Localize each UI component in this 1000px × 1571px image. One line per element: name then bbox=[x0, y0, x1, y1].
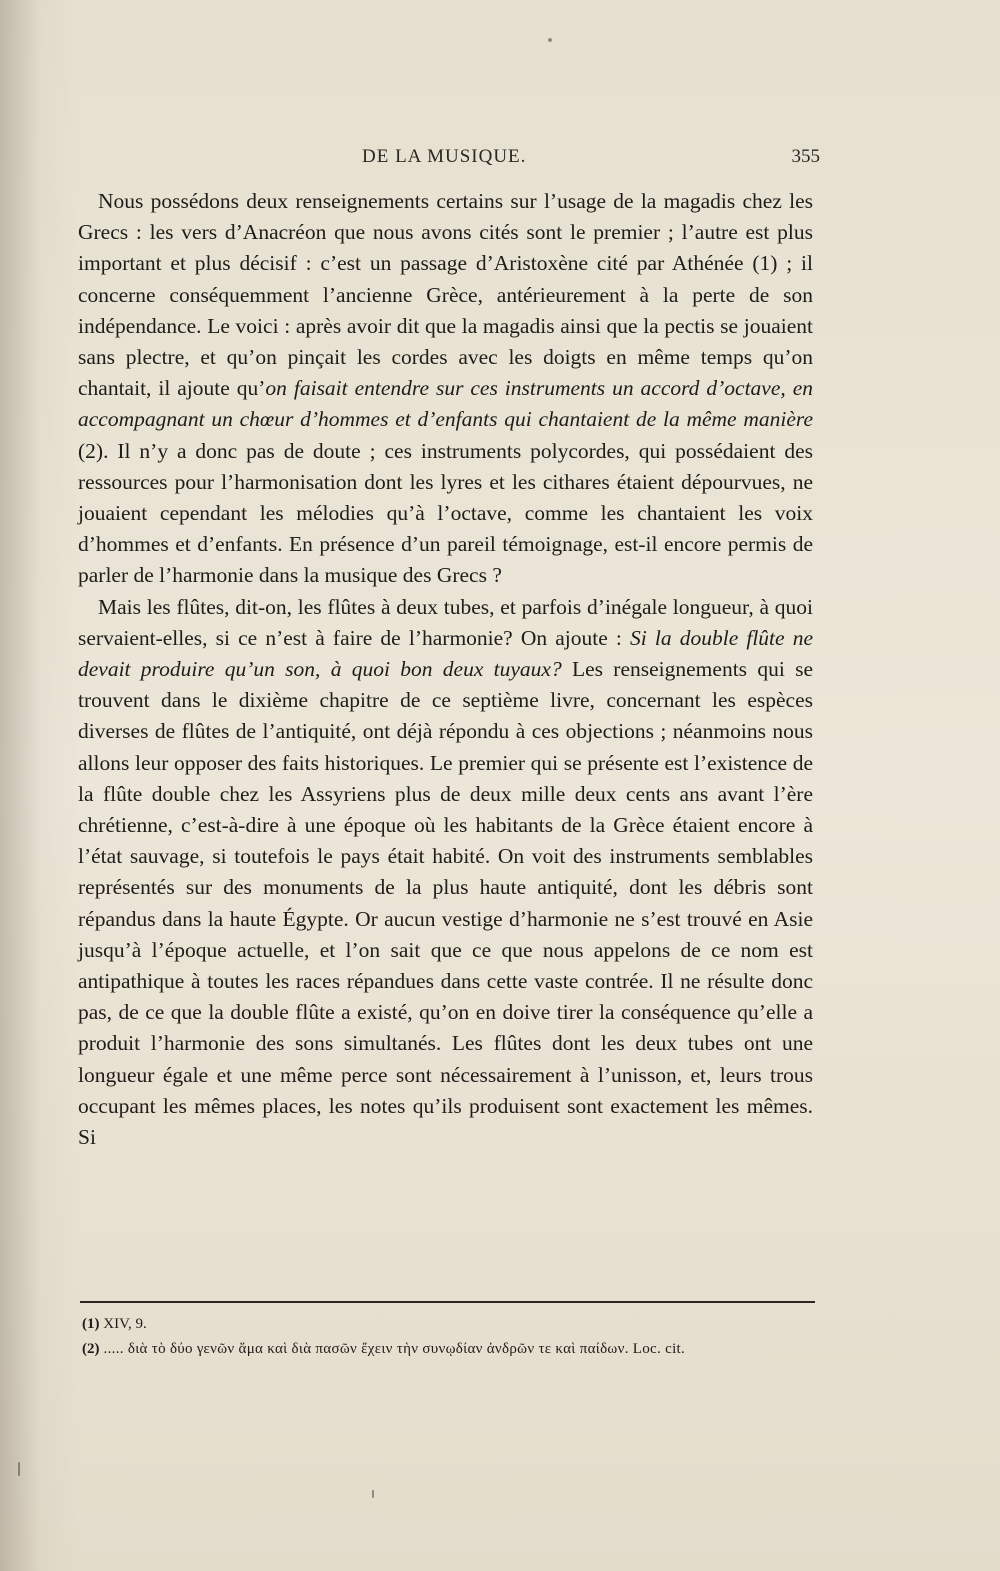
footnote-2-text: ..... διὰ τὸ δύο γενῶν ἅμα καὶ διὰ πασῶν ἔχειν τὴν συνῳδίαν ἀνδρῶν τε καὶ παίδων. Loc. cit. bbox=[99, 1341, 686, 1357]
footnote-1-text: XIV, 9. bbox=[99, 1316, 147, 1332]
footnote-1-marker: (1) bbox=[82, 1316, 100, 1332]
paragraph-2-text-a: Mais les flûtes, dit-on, les flûtes à deux tubes, et parfois d’inégale longueur, à quoi servaient-elles, si ce n’est à faire de l’harmonie? On ajoute : bbox=[78, 594, 813, 650]
paragraph-1 bbox=[78, 186, 813, 592]
page-header bbox=[80, 146, 820, 176]
footnotes bbox=[82, 1313, 815, 1363]
ink-speck bbox=[18, 1462, 20, 1476]
body-text bbox=[78, 186, 813, 1153]
running-title: DE LA MUSIQUE. bbox=[362, 146, 527, 167]
footnote-2 bbox=[82, 1338, 815, 1360]
paragraph-1-text-b: (2). Il n’y a donc pas de doute ; ces instruments polycordes, qui possédaient des ressources pour l’harmonisation dont les lyres et les cithares étaient dépourvues, ne jouaient cependant les mélodies qu’à l’octave, comme les chantaient les voix d’hommes et d’enfants. En présence d’un pareil témoignage, est-il encore permis de parler de l’harmonie dans la musique des Grecs ? bbox=[78, 438, 813, 588]
paragraph-2 bbox=[78, 592, 813, 1154]
paragraph-1-text-a: Nous possédons deux renseignements certains sur l’usage de la magadis chez les Grecs : les vers d’Anacréon que nous avons cités sont le premier ; l’autre est plus important et plus décisif : c’est un passage d’Aristoxène cité par Athénée (1) ; il concerne conséquemment l’ancienne Grèce, antérieurement à la perte de son indépendance. Le voici : après avoir dit que la magadis ainsi que la pectis se jouaient sans plectre, et qu’on pinçait les cordes avec les doigts en même temps qu’on chantait, il ajoute qu’ bbox=[78, 189, 813, 401]
footnote-divider bbox=[80, 1301, 815, 1303]
page-number: 355 bbox=[791, 146, 820, 167]
footnote-2-marker: (2) bbox=[82, 1341, 100, 1357]
paragraph-2-italic-quote: Si la double flûte ne devait produire qu’un son, à quoi bon deux tuyaux? bbox=[78, 625, 813, 682]
paragraph-1-italic-quote: on faisait entendre sur ces instruments un accord d’octave, en accompagnant un chœur d’hommes et d’enfants qui chantaient de la même manière bbox=[78, 376, 814, 432]
paragraph-2-text-b: Les renseignements qui se trouvent dans le dixième chapitre de ce septième livre, concernant les espèces diverses de flûtes de l’antiquité, ont déjà répondu à ces objections ; néanmoins nous allons leur opposer des faits historiques. Le premier qui se présente est l’existence de la flûte double chez les Assyriens plus de deux mille deux cents ans avant l’ère chrétienne, c’est-à-dire à une époque où les habitants de la Grèce étaient encore à l’état sauvage, si toutefois le pays était habité. On voit des instruments semblables représentés sur des monuments de la plus haute antiquité, dont les débris sont répandus dans la haute Égypte. Or aucun vestige d’harmonie ne s’est trouvé en Asie jusqu’à l’époque actuelle, et l’on sait que ce que nous appelons de ce nom est antipathique à toutes les races répandues dans cette vaste contrée. Il ne résulte donc pas, de ce que la double flûte a existé, qu’on en doive tirer la conséquence qu’elle a produit l’harmonie des sons simultanés. Les flûtes dont les deux tubes ont une longueur égale et une même perce sont nécessairement à l’unisson, et, leurs trous occupant les mêmes places, les notes qu’ils produisent sont exactement les mêmes. Si bbox=[78, 657, 813, 1150]
ink-speck bbox=[372, 1490, 374, 1498]
ink-speck bbox=[548, 38, 552, 42]
footnote-1 bbox=[82, 1313, 815, 1335]
